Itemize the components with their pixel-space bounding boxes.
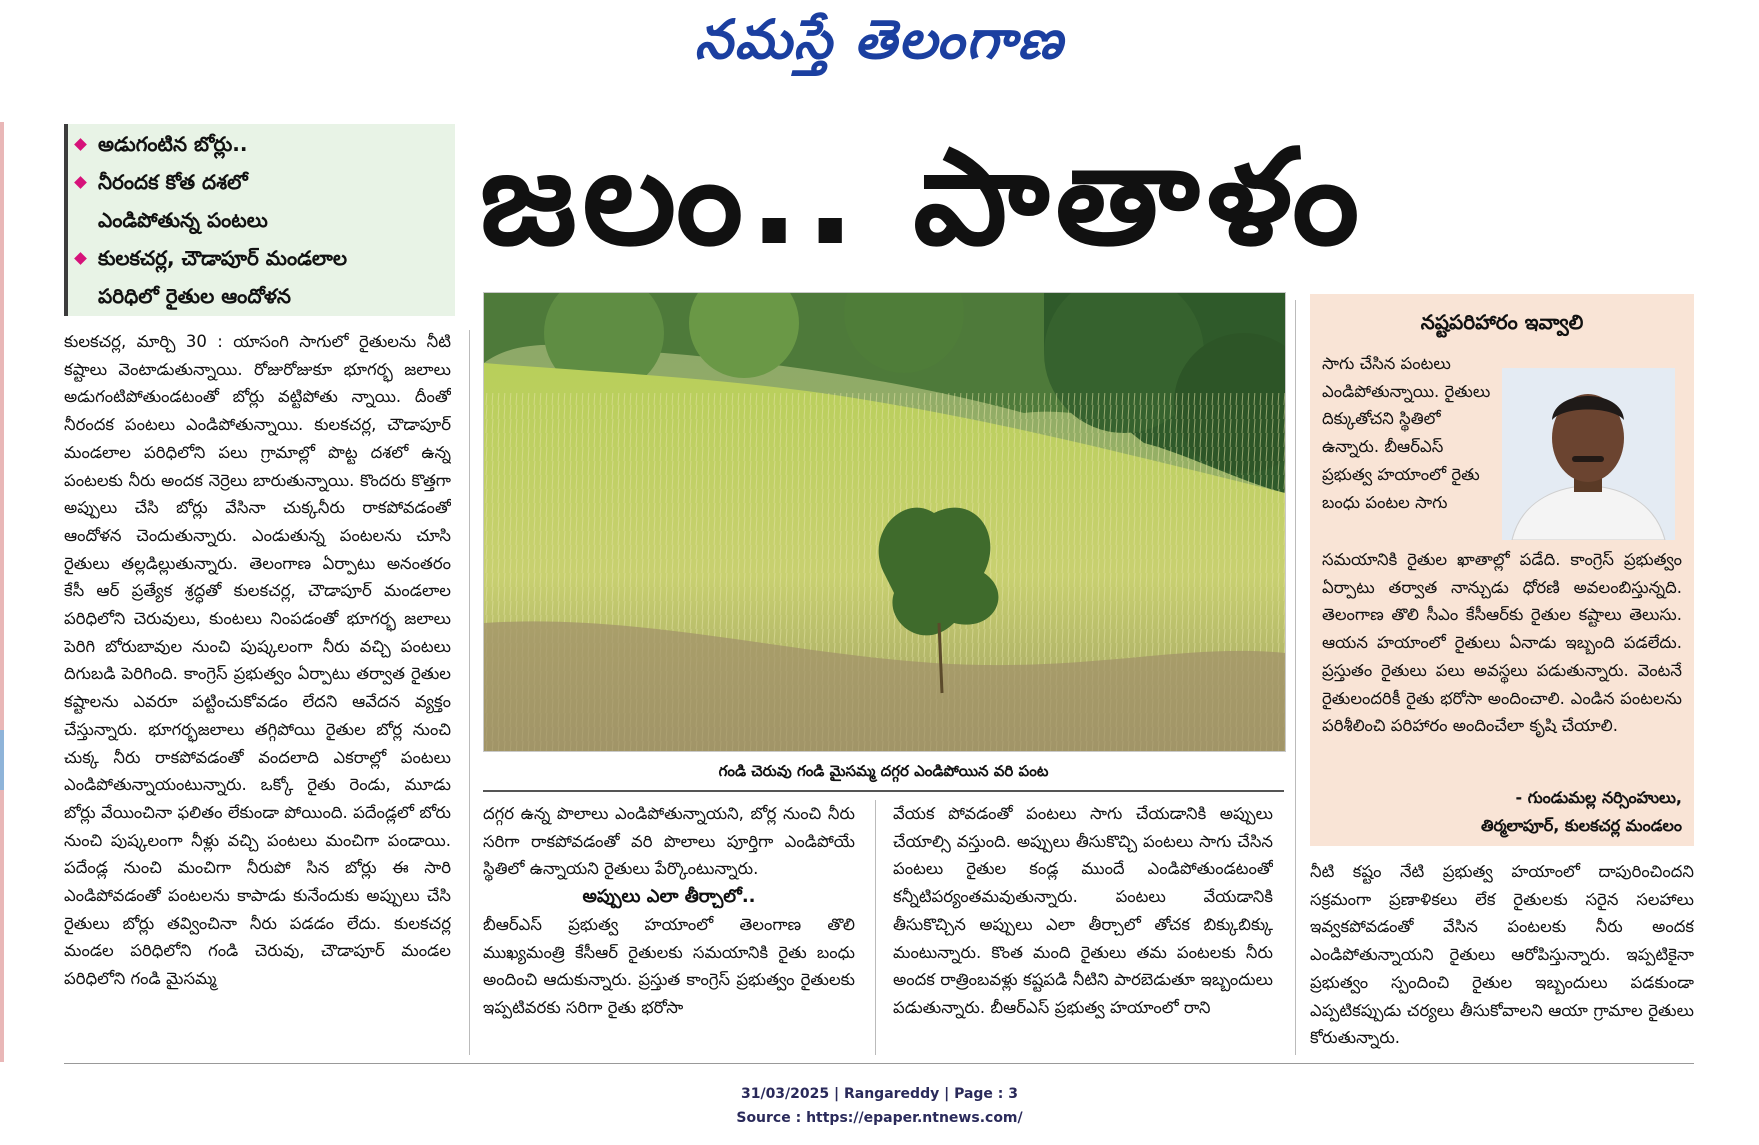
highlight-line: నీరందక కోత దశలో bbox=[98, 170, 248, 194]
quote-signature-place: తిర్మలాపూర్, కులకచర్ల మండలం bbox=[1480, 816, 1682, 835]
column-divider bbox=[469, 330, 470, 1055]
photo-caption: గండి చెరువు గండి మైసమ్మ దగ్గర ఎండిపోయిన వరి పంట bbox=[718, 762, 1049, 780]
page-edge-strip bbox=[0, 122, 4, 1062]
paddy-field-photo bbox=[483, 292, 1286, 752]
page-edge-strip-accent bbox=[0, 730, 4, 790]
article-paragraph: కులకచర్ల, మార్చి 30 : యాసంగి సాగులో రైతులను నీటి కష్టాలు వెంటాడుతున్నాయి. రోజురోజుకూ భూగర్భ జలాలు అడుగంటిపోతుండటంతో బోర్లు వట్టిపోతు న్నాయి. దీంతో నీరందక పంటలు ఎండిపోతున్నాయి. కులకచర్ల, చౌడాపూర్ మండలాల పరిధిలోని పలు గ్రామాల్లో పొట్ట దశలో ఉన్న పంటలకు నీరు అందక నెర్రెలు బారుతున్నాయి. కొందరు కొత్తగా అప్పులు చేసి బోర్లు వేసినా చుక్కనీరు రాకపోవడంతో ఆందోళన చెందుతున్నారు. ఎండుతున్న పంటలను చూసి రైతులు తల్లడిల్లుతున్నారు. తెలంగాణ ఏర్పాటు అనంతరం కేసీ ఆర్ ప్రత్యేక శ్రద్ధతో కులకచర్ల, చౌడాపూర్ మండలాల పరిధిలోని చెరువులు, కుంటలు నింపడంతో భూగర్భ జలాలు పెరిగి బోరుబావుల నుంచి పుష్కలంగా నీరు వచ్చి పంటలు దిగుబడి పెరిగింది. కాంగ్రెస్ ప్రభుత్వం ఏర్పాటు తర్వాత రైతుల కష్టాలను ఎవరూ పట్టించుకోవడం లేదని ఆవేదన వ్యక్తం చేస్తున్నారు. భూగర్భజలాలు తగ్గిపోయి రైతుల బోర్ల నుంచి చుక్క నీరు రాకపోవడంతో వందలాది ఎకరాల్లో పంటలు ఎండిపోతున్నాయంటున్నారు. ఒక్కో రైతు రెండు, మూడు బోర్లు వేయించినా ఫలితం లేకుండా పోయింది. పదేండ్లలో బోరు నుంచి పుష్కలంగా నీళ్లు వచ్చి పంటలు మంచిగా పండాయి. పదేండ్ల నుంచి మంచిగా నీరుపో సిన బోర్లు ఈ సారి ఎండిపోవడంతో పంటలను కాపాడు కునేందుకు అప్పులు చేసి రైతులు బోర్లు తవ్వించినా నీరు పడడం లేదు. కులకచర్ల మండల పరిధిలోని గండి చెరువు, చౌడాపూర్ మండల పరిధిలోని గండి మైసమ్మ bbox=[64, 332, 451, 989]
bullet-diamond-icon bbox=[74, 176, 87, 189]
farmer-portrait bbox=[1502, 368, 1675, 540]
farmer-quote-box bbox=[1310, 294, 1694, 846]
page-bottom-divider bbox=[64, 1063, 1694, 1064]
highlight-line: ఎండిపోతున్న పంటలు bbox=[98, 208, 268, 232]
article-paragraph: వేయక పోవడంతో పంటలు సాగు చేయడానికి అప్పులు చేయాల్సి వస్తుంది. అప్పులు తీసుకొచ్చి పంటలు సాగు చేసిన పంటలు రైతుల కండ్ల ముందే ఎండిపోతుండటంతో కన్నీటిపర్యంతమవుతున్నారు. పంటలు వేయడానికి తీసుకొచ్చిన అప్పులు ఎలా తీర్చాలో తోచక బిక్కుబిక్కు మంటున్నారు. కొంత మంది రైతులు తమ పంటలకు నీరు అందక రాత్రింబవళ్లు కష్టపడి నీటిని పారబెడుతూ ఇబ్బందులు పడుతున్నారు. బీఆర్ఎస్ ప్రభుత్వ హయాంలో రాని bbox=[893, 804, 1273, 1017]
article-column-2 bbox=[483, 800, 855, 1056]
highlights-box bbox=[64, 124, 455, 316]
article-column-4 bbox=[1310, 858, 1694, 1056]
article-paragraph: బీఆర్ఎస్ ప్రభుత్వ హయాంలో తెలంగాణ తొలి ముఖ్యమంత్రి కేసీఆర్ రైతులకు సమయానికి రైతు బంధు అందించి ఆదుకున్నారు. ప్రస్తుత కాంగ్రెస్ ప్రభుత్వం రైతులకు ఇప్పటివరకు సరిగా రైతు భరోసా bbox=[483, 914, 855, 1017]
quote-signature-name: - గుండుమల్ల నర్సింహులు, bbox=[1515, 788, 1682, 807]
masthead-logo: నమస్తే తెలంగాణ bbox=[694, 8, 1065, 71]
quote-box-title: నష్టపరిహారం ఇవ్వాలి bbox=[1420, 310, 1584, 334]
highlight-line: అడుగంటిన బోర్లు.. bbox=[98, 132, 248, 156]
highlight-line: పరిధిలో రైతుల ఆందోళన bbox=[98, 284, 291, 308]
headline: జలం.. పాతాళం bbox=[480, 121, 1366, 275]
article-paragraph: నీటి కష్టం నేటి ప్రభుత్వ హయాంలో దాపురించిందని సక్రమంగా ప్రణాళికలు లేక రైతులకు సరైన సలహాలు ఇవ్వకపోవడంతో వేసిన పంటలకు నీరు అందక ఎండిపోతున్నాయని రైతులు ఆరోపిస్తున్నారు. ఇప్పటికైనా ప్రభుత్వం స్పందించి రైతుల ఇబ్బందులు పడకుండా ఎప్పటికప్పుడు చర్యలు తీసుకోవాలని ఆయా గ్రామాల రైతులు కోరుతున్నారు. bbox=[1310, 862, 1694, 1048]
footer-source: Source : https://epaper.ntnews.com/ bbox=[736, 1110, 1023, 1126]
caption-divider bbox=[483, 790, 1284, 792]
quote-text-bottom: సమయానికి రైతుల ఖాతాల్లో పడేది. కాంగ్రెస్ ప్రభుత్వం ఏర్పాటు తర్వాత నాన్చుడు ధోరణి అవలంబిస్తున్నది. తెలంగాణ తొలి సీఎం కేసీఆర్‌కు రైతుల కష్టాలు తెలుసు. ఆయన హయాంలో రైతులు ఏనాడు ఇబ్బంది పడలేదు. ప్రస్తుతం రైతులు పలు అవస్థలు పడుతున్నారు. వెంటనే రైతులందరికీ రైతు భరోసా అందించాలి. ఎండిన పంటలను పరిశీలించి పరిహారం అందించేలా కృషి చేయాలి. bbox=[1322, 550, 1682, 736]
footer-date-edition: 31/03/2025 | Rangareddy | Page : 3 bbox=[740, 1086, 1019, 1102]
article-subheading: అప్పులు ఎలా తీర్చాలో.. bbox=[582, 886, 756, 908]
quote-text-top: సాగు చేసిన పంటలు ఎండిపోతున్నాయి. రైతులు దిక్కుతోచని స్థితిలో ఉన్నారు. బీఆర్ఎస్ ప్రభుత్వ హయాంలో రైతు బంధు పంటల సాగు bbox=[1322, 354, 1491, 512]
bullet-diamond-icon bbox=[74, 252, 87, 265]
highlight-line: కులకచర్ల, చౌడాపూర్ మండలాల bbox=[98, 246, 348, 270]
article-paragraph: దగ్గర ఉన్న పొలాలు ఎండిపోతున్నాయని, బోర్ల నుంచి నీరు సరిగా రాకపోవడంతో వరి పొలాలు పూర్తిగా ఎండిపోయే స్థితిలో ఉన్నాయని రైతులు పేర్కొంటున్నారు. bbox=[483, 804, 855, 879]
column-divider bbox=[875, 800, 876, 1055]
article-column-1 bbox=[64, 328, 451, 1056]
column-divider bbox=[1295, 300, 1296, 1055]
bullet-diamond-icon bbox=[74, 138, 87, 151]
article-column-3 bbox=[893, 800, 1273, 1056]
